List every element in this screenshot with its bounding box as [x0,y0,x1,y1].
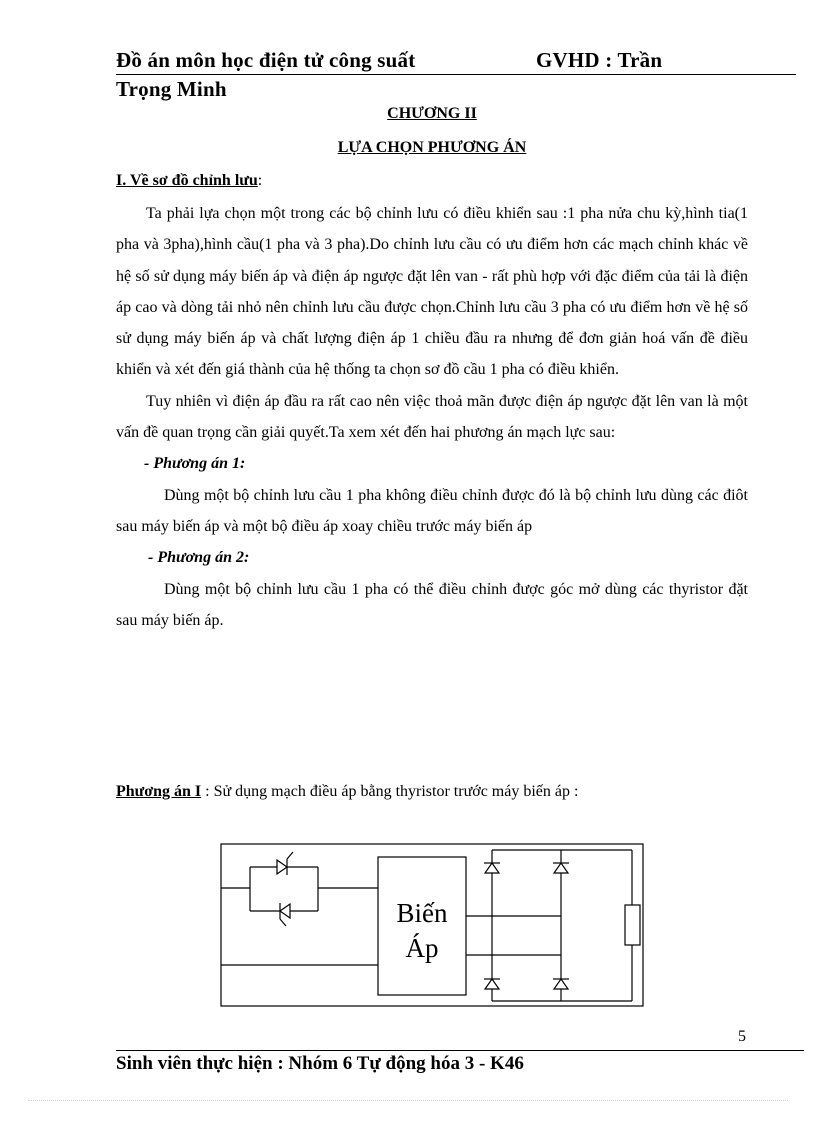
header-supervisor: GVHD : Trần [536,48,663,72]
chapter-number: CHƯƠNG II [387,105,477,122]
transformer-label-line1: Biến [396,898,448,928]
footer-credit: Sinh viên thực hiện : Nhóm 6 Tự động hóa 3 - K46 [116,1053,524,1074]
footer-rule [116,1050,804,1051]
option-I-caption [116,783,578,801]
chapter-title: LỰA CHỌN PHƯƠNG ÁN [337,139,527,156]
option1-text: Dùng một bộ chỉnh lưu cầu 1 pha không điều chỉnh được đó là bộ chỉnh lưu dùng các điôt sau máy biến áp và một bộ điều áp xoay chiều trước máy biến áp [116,486,748,535]
page-edge-dots [28,1100,788,1101]
section-heading-text: I. Về sơ đồ chỉnh lưu [116,172,258,189]
header-rule [116,74,796,75]
load-resistor [625,905,640,945]
option-I-label: Phương án I [116,783,202,800]
section-heading-colon: : [257,172,263,189]
option1-label: - Phương án 1: [144,455,246,473]
section-heading [116,172,262,190]
diode-bottom-left [484,979,500,989]
option-I-text: : Sử dụng mạch điều áp bằng thyristor trước máy biến áp : [205,783,579,800]
transformer-label-line2: Áp [405,933,439,963]
thyristor-upper [277,852,293,875]
option2-text: Dùng một bộ chỉnh lưu cầu 1 pha có thể điều chỉnh được góc mở dùng các thyristor đặt sau máy biến áp. [116,580,748,629]
header-title: Đồ án môn học điện tử công suất [116,48,416,72]
page-number: 5 [738,1028,746,1045]
option2-label: - Phương án 2: [148,549,250,567]
diode-bottom-right [553,979,569,989]
header-title-continued: Trọng Minh [116,77,227,101]
thyristor-lower [280,903,290,926]
diode-top-right [553,863,569,873]
circuit-diagram [220,843,644,1007]
body-text [116,198,748,636]
paragraph-rectifier-choice: Ta phải lựa chọn một trong các bộ chỉnh lưu có điều khiển sau :1 pha nửa chu kỳ,hình tia(1 pha và 3pha),hình cầu(1 pha và 3 pha).Do chỉnh lưu cầu có ưu điểm hơn các mạch chỉnh khác về hệ số sử dụng máy biến áp và điện áp ngược đặt lên van - rất phù hợp với đặc điểm của tải là điện áp cao và dòng tải nhỏ nên chỉnh lưu cầu được chọn.Chỉnh lưu cầu 3 pha có ưu điểm hơn về hệ số sử dụng máy biến áp và chất lượng điện áp 1 chiều đầu ra nhưng để đơn giản hoá vấn đề điều khiển và xét đến giá thành của hệ thống ta chọn sơ đồ cầu 1 pha có điều khiển. [116,205,748,379]
diode-top-left [484,863,500,873]
paragraph-reverse-voltage: Tuy nhiên vì điện áp đầu ra rất cao nên việc thoả mãn được điện áp ngược đặt lên van là một vấn đề quan trọng cần giải quyết.Ta xem xét đến hai phương án mạch lực sau: [116,392,748,442]
